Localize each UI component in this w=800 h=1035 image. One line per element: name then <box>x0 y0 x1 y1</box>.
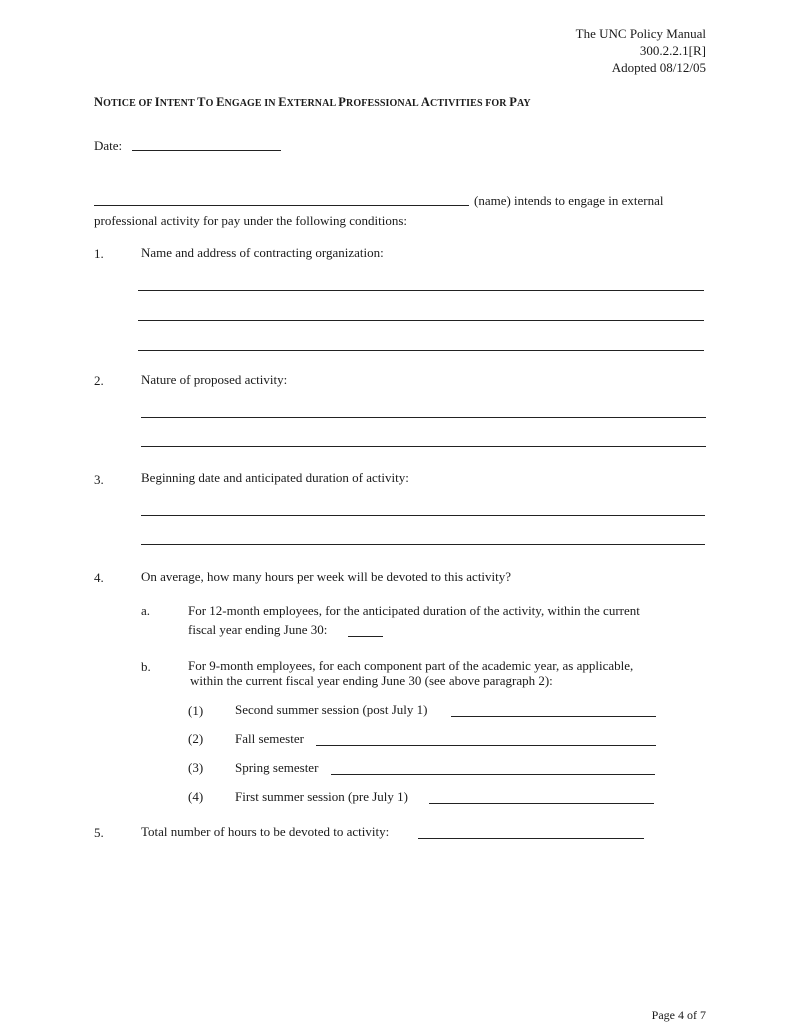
manual-name: The UNC Policy Manual <box>575 26 706 41</box>
session-1-label: Second summer session (post July 1) <box>235 702 428 717</box>
organization-field-line-3[interactable] <box>138 350 704 351</box>
policy-number: 300.2.2.1[R] <box>639 43 706 58</box>
duration-field-line-1[interactable] <box>141 515 705 516</box>
session-1-number: (1) <box>188 703 204 718</box>
session-3-number: (3) <box>188 760 204 775</box>
title-cap: N <box>94 95 104 109</box>
title-rest: XTERNAL <box>286 98 339 109</box>
activity-field-line-1[interactable] <box>141 417 706 418</box>
session-1-hours-field[interactable] <box>451 716 656 717</box>
name-field[interactable] <box>94 205 469 206</box>
sub-b-line-2: within the current fiscal year ending June 30 (see above paragraph 2): <box>190 673 553 688</box>
session-4-hours-field[interactable] <box>429 803 654 804</box>
organization-field-line-1[interactable] <box>138 290 704 291</box>
title-cap: E <box>278 95 287 109</box>
session-3-hours-field[interactable] <box>331 774 655 775</box>
date-field[interactable] <box>132 150 281 151</box>
sub-b-line-1: For 9-month employees, for each component part of the academic year, as applicable, <box>188 658 634 673</box>
session-4-label: First summer session (pre July 1) <box>235 789 408 804</box>
activity-field-line-2[interactable] <box>141 446 706 447</box>
date-label: Date: <box>94 138 123 153</box>
title-rest: NTENT <box>159 98 198 109</box>
title-rest: NGAGE IN <box>224 98 279 109</box>
title-cap: P <box>338 95 347 109</box>
title-cap: A <box>420 95 431 109</box>
session-4-number: (4) <box>188 789 204 804</box>
title-rest: O <box>205 98 217 109</box>
organization-field-line-2[interactable] <box>138 320 704 321</box>
item-3-number: 3. <box>94 472 104 487</box>
adopted-date: Adopted 08/12/05 <box>611 60 706 75</box>
page-number: Page 4 of 7 <box>651 1008 706 1022</box>
form-title <box>94 95 531 110</box>
item-1-number: 1. <box>94 246 104 261</box>
sub-a-line-2: fiscal year ending June 30: <box>188 622 328 637</box>
sub-b-letter: b. <box>141 659 151 674</box>
title-rest: AY <box>516 98 531 109</box>
title-cap: I <box>154 95 160 109</box>
title-rest: ROFESSIONAL <box>346 98 421 109</box>
session-2-number: (2) <box>188 731 204 746</box>
document-header <box>576 25 706 76</box>
title-cap: T <box>197 95 206 109</box>
twelve-month-hours-field[interactable] <box>348 636 383 637</box>
sub-a-line-1: For 12-month employees, for the anticipated duration of the activity, within the current <box>188 603 640 618</box>
item-4-text: On average, how many hours per week will be devoted to this activity? <box>141 569 512 584</box>
title-rest: CTIVITIES FOR <box>430 98 510 109</box>
title-cap: E <box>216 95 225 109</box>
item-5-text: Total number of hours to be devoted to activity: <box>141 824 390 839</box>
item-5-number: 5. <box>94 825 104 840</box>
item-1-text: Name and address of contracting organization: <box>141 245 384 260</box>
session-2-label: Fall semester <box>235 731 304 746</box>
title-cap: P <box>509 95 517 109</box>
title-rest: OTICE OF <box>103 98 155 109</box>
session-2-hours-field[interactable] <box>316 745 656 746</box>
intro-line-2: professional activity for pay under the following conditions: <box>94 213 408 228</box>
item-2-number: 2. <box>94 373 104 388</box>
session-3-label: Spring semester <box>235 760 319 775</box>
intro-line-1: (name) intends to engage in external <box>474 193 664 208</box>
total-hours-field[interactable] <box>418 838 644 839</box>
item-3-text: Beginning date and anticipated duration of activity: <box>141 470 409 485</box>
sub-a-letter: a. <box>141 603 151 618</box>
item-4-number: 4. <box>94 570 104 585</box>
item-2-text: Nature of proposed activity: <box>141 372 288 387</box>
duration-field-line-2[interactable] <box>141 544 705 545</box>
